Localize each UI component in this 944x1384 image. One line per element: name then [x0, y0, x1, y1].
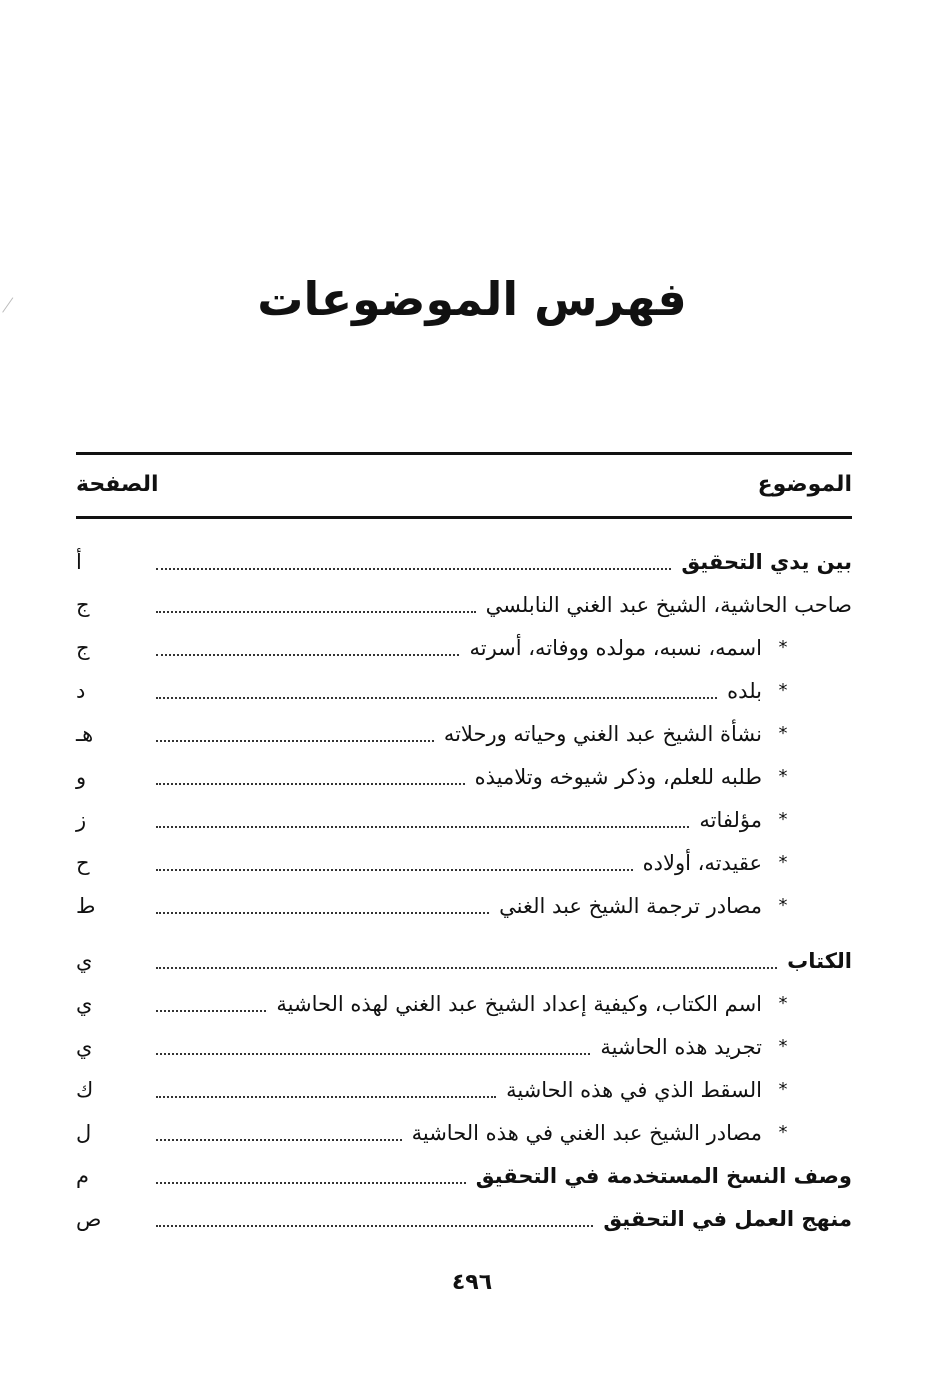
- subject-column-label: الموضوع: [757, 471, 852, 497]
- page-title: فهرس الموضوعات: [257, 272, 687, 326]
- header-bottom-rule: [76, 516, 852, 519]
- toc-entry-page: و: [76, 764, 87, 789]
- toc-entry-title: صاحب الحاشية، الشيخ عبد الغني النابلسي: [485, 592, 852, 617]
- toc-entry: [76, 626, 852, 669]
- bullet-asterisk-icon: *: [778, 766, 788, 787]
- dot-leader: [156, 611, 476, 613]
- bullet-asterisk-icon: *: [778, 680, 788, 701]
- toc-entry-title: السقط الذي في هذه الحاشية: [506, 1077, 762, 1102]
- toc-entry: [76, 884, 852, 927]
- dot-leader: [156, 967, 777, 969]
- toc-entry: [76, 540, 852, 583]
- bullet-asterisk-icon: *: [778, 852, 788, 873]
- dot-leader: [156, 697, 717, 699]
- toc-entry-page: ط: [76, 893, 96, 918]
- toc-entry-page: ح: [76, 850, 90, 875]
- toc-entry-page: ي: [76, 948, 93, 973]
- toc-entry: [76, 1111, 852, 1154]
- toc-entry: [76, 841, 852, 884]
- toc-entry-title: مصادر الشيخ عبد الغني في هذه الحاشية: [411, 1120, 762, 1145]
- toc-entry-title: عقيدته، أولاده: [642, 850, 762, 875]
- toc-entry-title: مؤلفاته: [699, 807, 762, 832]
- toc-entry-page: ي: [76, 1034, 93, 1059]
- bullet-asterisk-icon: *: [778, 993, 788, 1014]
- toc-entry-page: ي: [76, 991, 93, 1016]
- dot-leader: [156, 1053, 590, 1055]
- toc-entry: [76, 1068, 852, 1111]
- page-number: ٤٩٦: [451, 1270, 493, 1295]
- toc-entry: [76, 1197, 852, 1240]
- toc-entry-title: وصف النسخ المستخدمة في التحقيق: [475, 1163, 852, 1188]
- toc-entry: [76, 939, 852, 982]
- dot-leader: [156, 912, 489, 914]
- toc-entry-page: م: [76, 1163, 90, 1188]
- toc-entry-page: أ: [76, 549, 82, 574]
- toc-entry-title: بين يدي التحقيق: [681, 549, 852, 574]
- dot-leader: [156, 826, 689, 828]
- page-column-label: الصفحة: [76, 471, 159, 497]
- toc-entry: [76, 712, 852, 755]
- toc-entry-page: ج: [76, 592, 90, 617]
- toc-header: [76, 466, 852, 502]
- dot-leader: [156, 1096, 496, 1098]
- toc-entry-title: اسمه، نسبه، مولده ووفاته، أسرته: [469, 635, 762, 660]
- toc-entry-page: د: [76, 678, 86, 703]
- toc-entry-page: هـ: [76, 721, 94, 746]
- bullet-asterisk-icon: *: [778, 637, 788, 658]
- toc-entry-title: مصادر ترجمة الشيخ عبد الغني: [499, 893, 762, 918]
- table-of-contents: [76, 540, 852, 1240]
- toc-entry: [76, 798, 852, 841]
- dot-leader: [156, 869, 633, 871]
- dot-leader: [156, 1225, 593, 1227]
- bullet-asterisk-icon: *: [778, 1079, 788, 1100]
- toc-entry-page: ك: [76, 1077, 94, 1102]
- dot-leader: [156, 568, 671, 570]
- toc-entry: [76, 669, 852, 712]
- toc-entry-title: اسم الكتاب، وكيفية إعداد الشيخ عبد الغني لهذه الحاشية: [276, 991, 762, 1016]
- toc-entry: [76, 583, 852, 626]
- toc-entry: [76, 755, 852, 798]
- dot-leader: [156, 783, 465, 785]
- toc-entry-page: ج: [76, 635, 90, 660]
- toc-entry: [76, 1154, 852, 1197]
- dot-leader: [156, 654, 459, 656]
- bullet-asterisk-icon: *: [778, 809, 788, 830]
- toc-entry-title: الكتاب: [787, 948, 852, 973]
- toc-entry-page: ز: [76, 807, 87, 832]
- dot-leader: [156, 740, 434, 742]
- toc-entry-page: ل: [76, 1120, 92, 1145]
- bullet-asterisk-icon: *: [778, 895, 788, 916]
- toc-entry-title: منهج العمل في التحقيق: [603, 1206, 852, 1231]
- toc-entry-title: بلده: [727, 678, 762, 703]
- header-top-rule: [76, 452, 852, 455]
- toc-entry: [76, 1025, 852, 1068]
- toc-entry-title: طلبه للعلم، وذكر شيوخه وتلاميذه: [474, 764, 762, 789]
- dot-leader: [156, 1182, 466, 1184]
- bullet-asterisk-icon: *: [778, 1122, 788, 1143]
- bullet-asterisk-icon: *: [778, 723, 788, 744]
- dot-leader: [156, 1139, 402, 1141]
- dot-leader: [156, 1010, 266, 1012]
- toc-entry-title: نشأة الشيخ عبد الغني وحياته ورحلاته: [443, 721, 762, 746]
- bullet-asterisk-icon: *: [778, 1036, 788, 1057]
- toc-entry-page: ص: [76, 1206, 102, 1231]
- toc-entry-title: تجريد هذه الحاشية: [600, 1034, 762, 1059]
- toc-entry: [76, 982, 852, 1025]
